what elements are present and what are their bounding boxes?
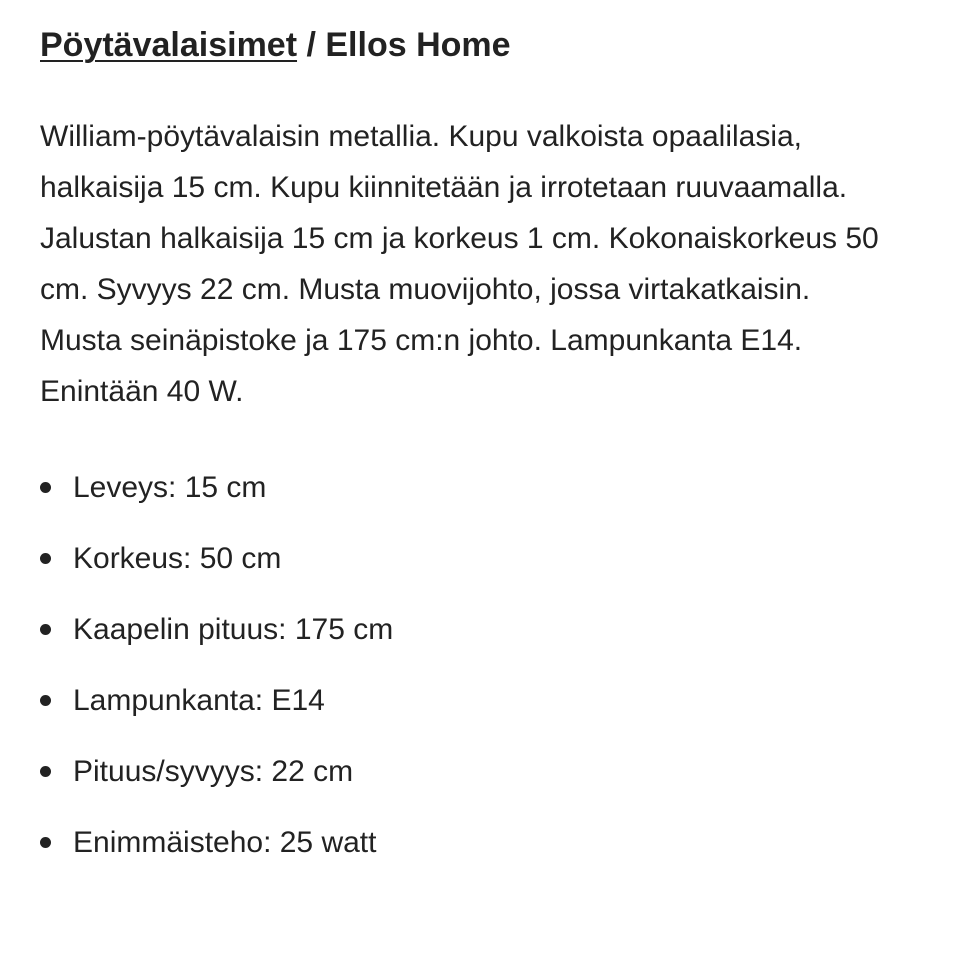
spec-text: Korkeus: 50 cm [73, 542, 282, 575]
spec-item-max-power [40, 823, 920, 863]
category-link[interactable]: Pöytävalaisimet [40, 26, 298, 64]
brand-name: Ellos Home [325, 26, 511, 64]
spec-item-cable-length [40, 610, 920, 650]
spec-item-width [40, 468, 920, 508]
spec-text: Kaapelin pituus: 175 cm [73, 613, 394, 646]
breadcrumb [40, 22, 920, 68]
spec-item-depth [40, 752, 920, 792]
spec-list [40, 468, 920, 863]
spec-item-height [40, 539, 920, 579]
spec-item-socket [40, 681, 920, 721]
spec-text: Leveys: 15 cm [73, 471, 267, 504]
product-description: William-pöytävalaisin metallia. Kupu valkoista opaalilasia, halkaisija 15 cm. Kupu kiinnitetään ja irrotetaan ruuvaamalla. Jalustan halkaisija 15 cm ja korkeus 1 cm. Kokonaiskorkeus 50 cm. Syvyys 22 cm. Musta muovijohto, jossa virtakatkaisin. Musta seinäpistoke ja 175 cm:n johto. Lampunkanta E14. Enintään 40 W. [40, 120, 879, 408]
bullet-icon [40, 766, 51, 777]
bullet-icon [40, 624, 51, 635]
spec-text: Lampunkanta: E14 [73, 684, 325, 717]
spec-text: Pituus/syvyys: 22 cm [73, 755, 354, 788]
bullet-icon [40, 837, 51, 848]
breadcrumb-separator: / [297, 26, 326, 64]
bullet-icon [40, 553, 51, 564]
bullet-icon [40, 482, 51, 493]
bullet-icon [40, 695, 51, 706]
spec-text: Enimmäisteho: 25 watt [73, 826, 377, 859]
